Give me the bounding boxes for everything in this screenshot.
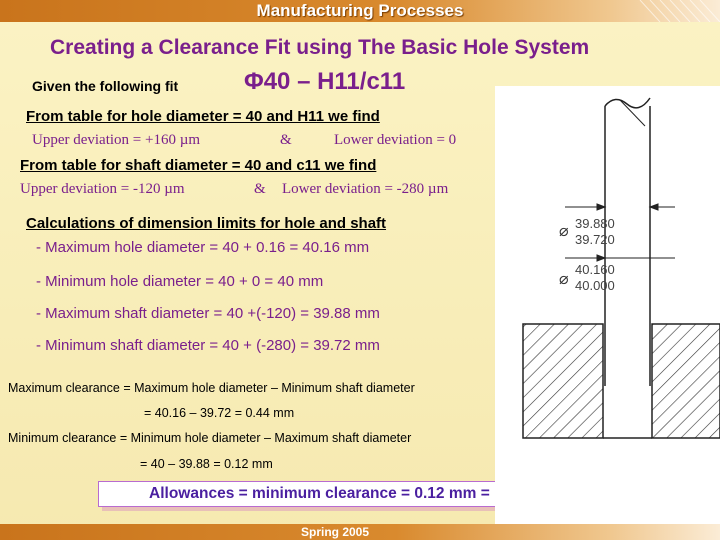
shaft-dimension [565, 204, 675, 210]
shaft-upper-deviation: Upper deviation = -120 µm [20, 181, 185, 197]
calc-max-shaft: - Maximum shaft diameter = 40 +(-120) = 39.88 mm [36, 305, 380, 322]
shaft-table-line: From table for shaft diameter = 40 and c11 we find [20, 157, 377, 174]
min-clearance-definition: Minimum clearance = Minimum hole diameter – Maximum shaft diameter [8, 431, 412, 445]
allowance-statement: Allowances = minimum clearance = 0.12 mm = 120 µm [149, 485, 547, 502]
hole-upper-deviation: Upper deviation = +160 µm [32, 132, 201, 148]
given-fit-value: Φ40 – H11/c11 [244, 68, 406, 95]
calc-heading: Calculations of dimension limits for hole and shaft [26, 215, 387, 232]
max-clearance-definition: Maximum clearance = Maximum hole diameter – Minimum shaft diameter [8, 381, 415, 395]
hole-dim-lower: 40.000 [575, 278, 615, 293]
shaft-lower-deviation: Lower deviation = -280 µm [282, 181, 449, 197]
slide-subtitle: Creating a Clearance Fit using The Basic Hole System [50, 36, 590, 59]
shaft-dim-upper: 39.880 [575, 216, 615, 231]
slide-header-title: Manufacturing Processes [256, 1, 464, 20]
shaft-dim-lower: 39.720 [575, 232, 615, 247]
hole-lower-deviation: Lower deviation = 0 [334, 132, 457, 148]
hole-dimension [565, 255, 675, 261]
hole-diameter-symbol: ⌀ [559, 269, 569, 288]
hole-ampersand: & [280, 132, 292, 148]
hole-table-line: From table for hole diameter = 40 and H11 we find [26, 108, 380, 125]
shaft-ampersand: & [254, 181, 266, 197]
shaft-diameter-symbol: ⌀ [559, 221, 569, 240]
fit-drawing [495, 86, 720, 524]
calc-max-hole: - Maximum hole diameter = 40 + 0.16 = 40.16 mm [36, 239, 370, 256]
min-clearance-value: = 40 – 39.88 = 0.12 mm [140, 457, 273, 471]
hole-block [523, 324, 720, 438]
calc-min-hole: - Minimum hole diameter = 40 + 0 = 40 mm [36, 273, 324, 290]
footer-text: Spring 2005 [300, 525, 370, 539]
max-clearance-value: = 40.16 – 39.72 = 0.44 mm [144, 406, 295, 420]
calc-min-shaft: - Minimum shaft diameter = 40 + (-280) = 39.72 mm [36, 337, 380, 354]
given-fit-label: Given the following fit [32, 78, 179, 94]
hole-dim-upper: 40.160 [575, 262, 615, 277]
